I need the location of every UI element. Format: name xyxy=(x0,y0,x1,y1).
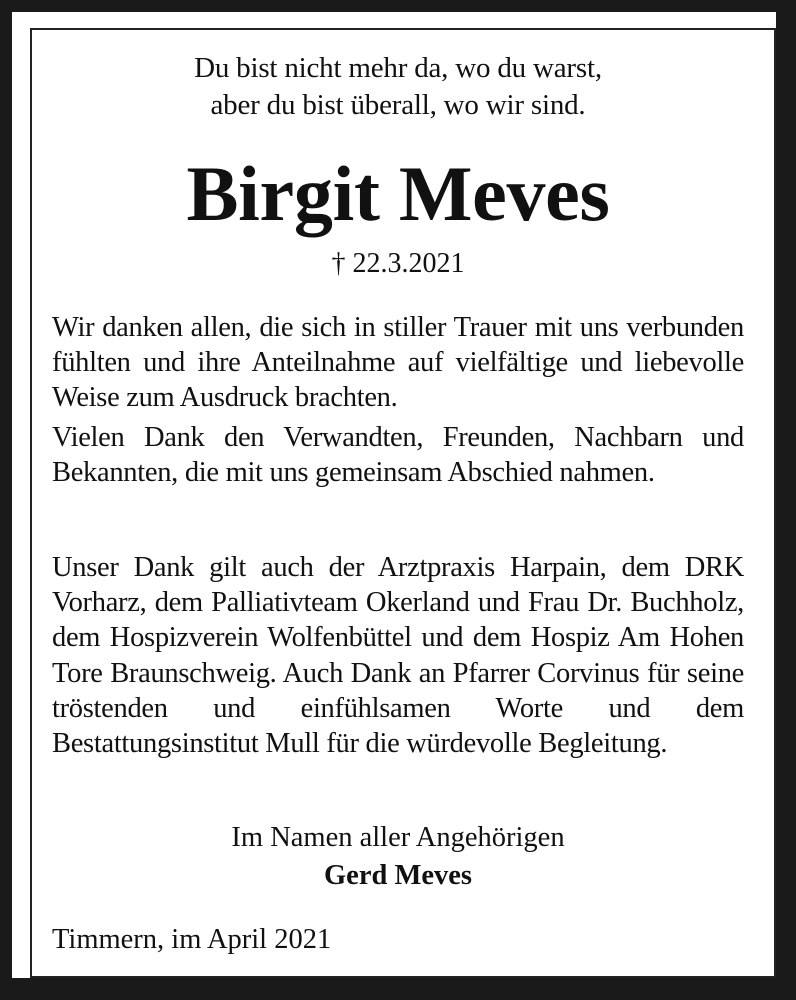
thanks-paragraph-3: Unser Dank gilt auch der Arztpraxis Harpain, dem DRK Vorharz, dem Palliativteam Okerland und Frau Dr. Buchholz, dem Hospizverein Wolfenbüttel und dem Hospiz Am Hohen Tore Braunschweig. Auch Dank an Pfarrer Corvinus für seine tröstenden und einfühlsamen Worte und dem Bestattungsinstitut Mull für die würdevolle Begleitung. xyxy=(52,552,744,760)
death-date: † 22.3.2021 xyxy=(331,248,465,279)
verse-line-2: aber du bist überall, wo wir sind. xyxy=(210,89,586,121)
place-and-date: Timmern, im April 2021 xyxy=(52,924,332,955)
thanks-paragraph-1: Wir danken allen, die sich in stiller Trauer mit uns verbunden fühlten und ihre Anteilnahme auf vielfältige und liebevolle Weise zum Ausdruck brachten. xyxy=(52,312,744,414)
signature-intro: Im Namen aller Angehörigen xyxy=(231,822,565,853)
verse-line-1: Du bist nicht mehr da, wo du warst, xyxy=(194,52,602,84)
deceased-name: Birgit Meves xyxy=(186,150,610,237)
thanks-paragraph-2: Vielen Dank den Verwandten, Freunden, Nachbarn und Bekannten, die mit uns gemeinsam Abschied nahmen. xyxy=(52,422,744,489)
signature-name: Gerd Meves xyxy=(324,860,472,891)
